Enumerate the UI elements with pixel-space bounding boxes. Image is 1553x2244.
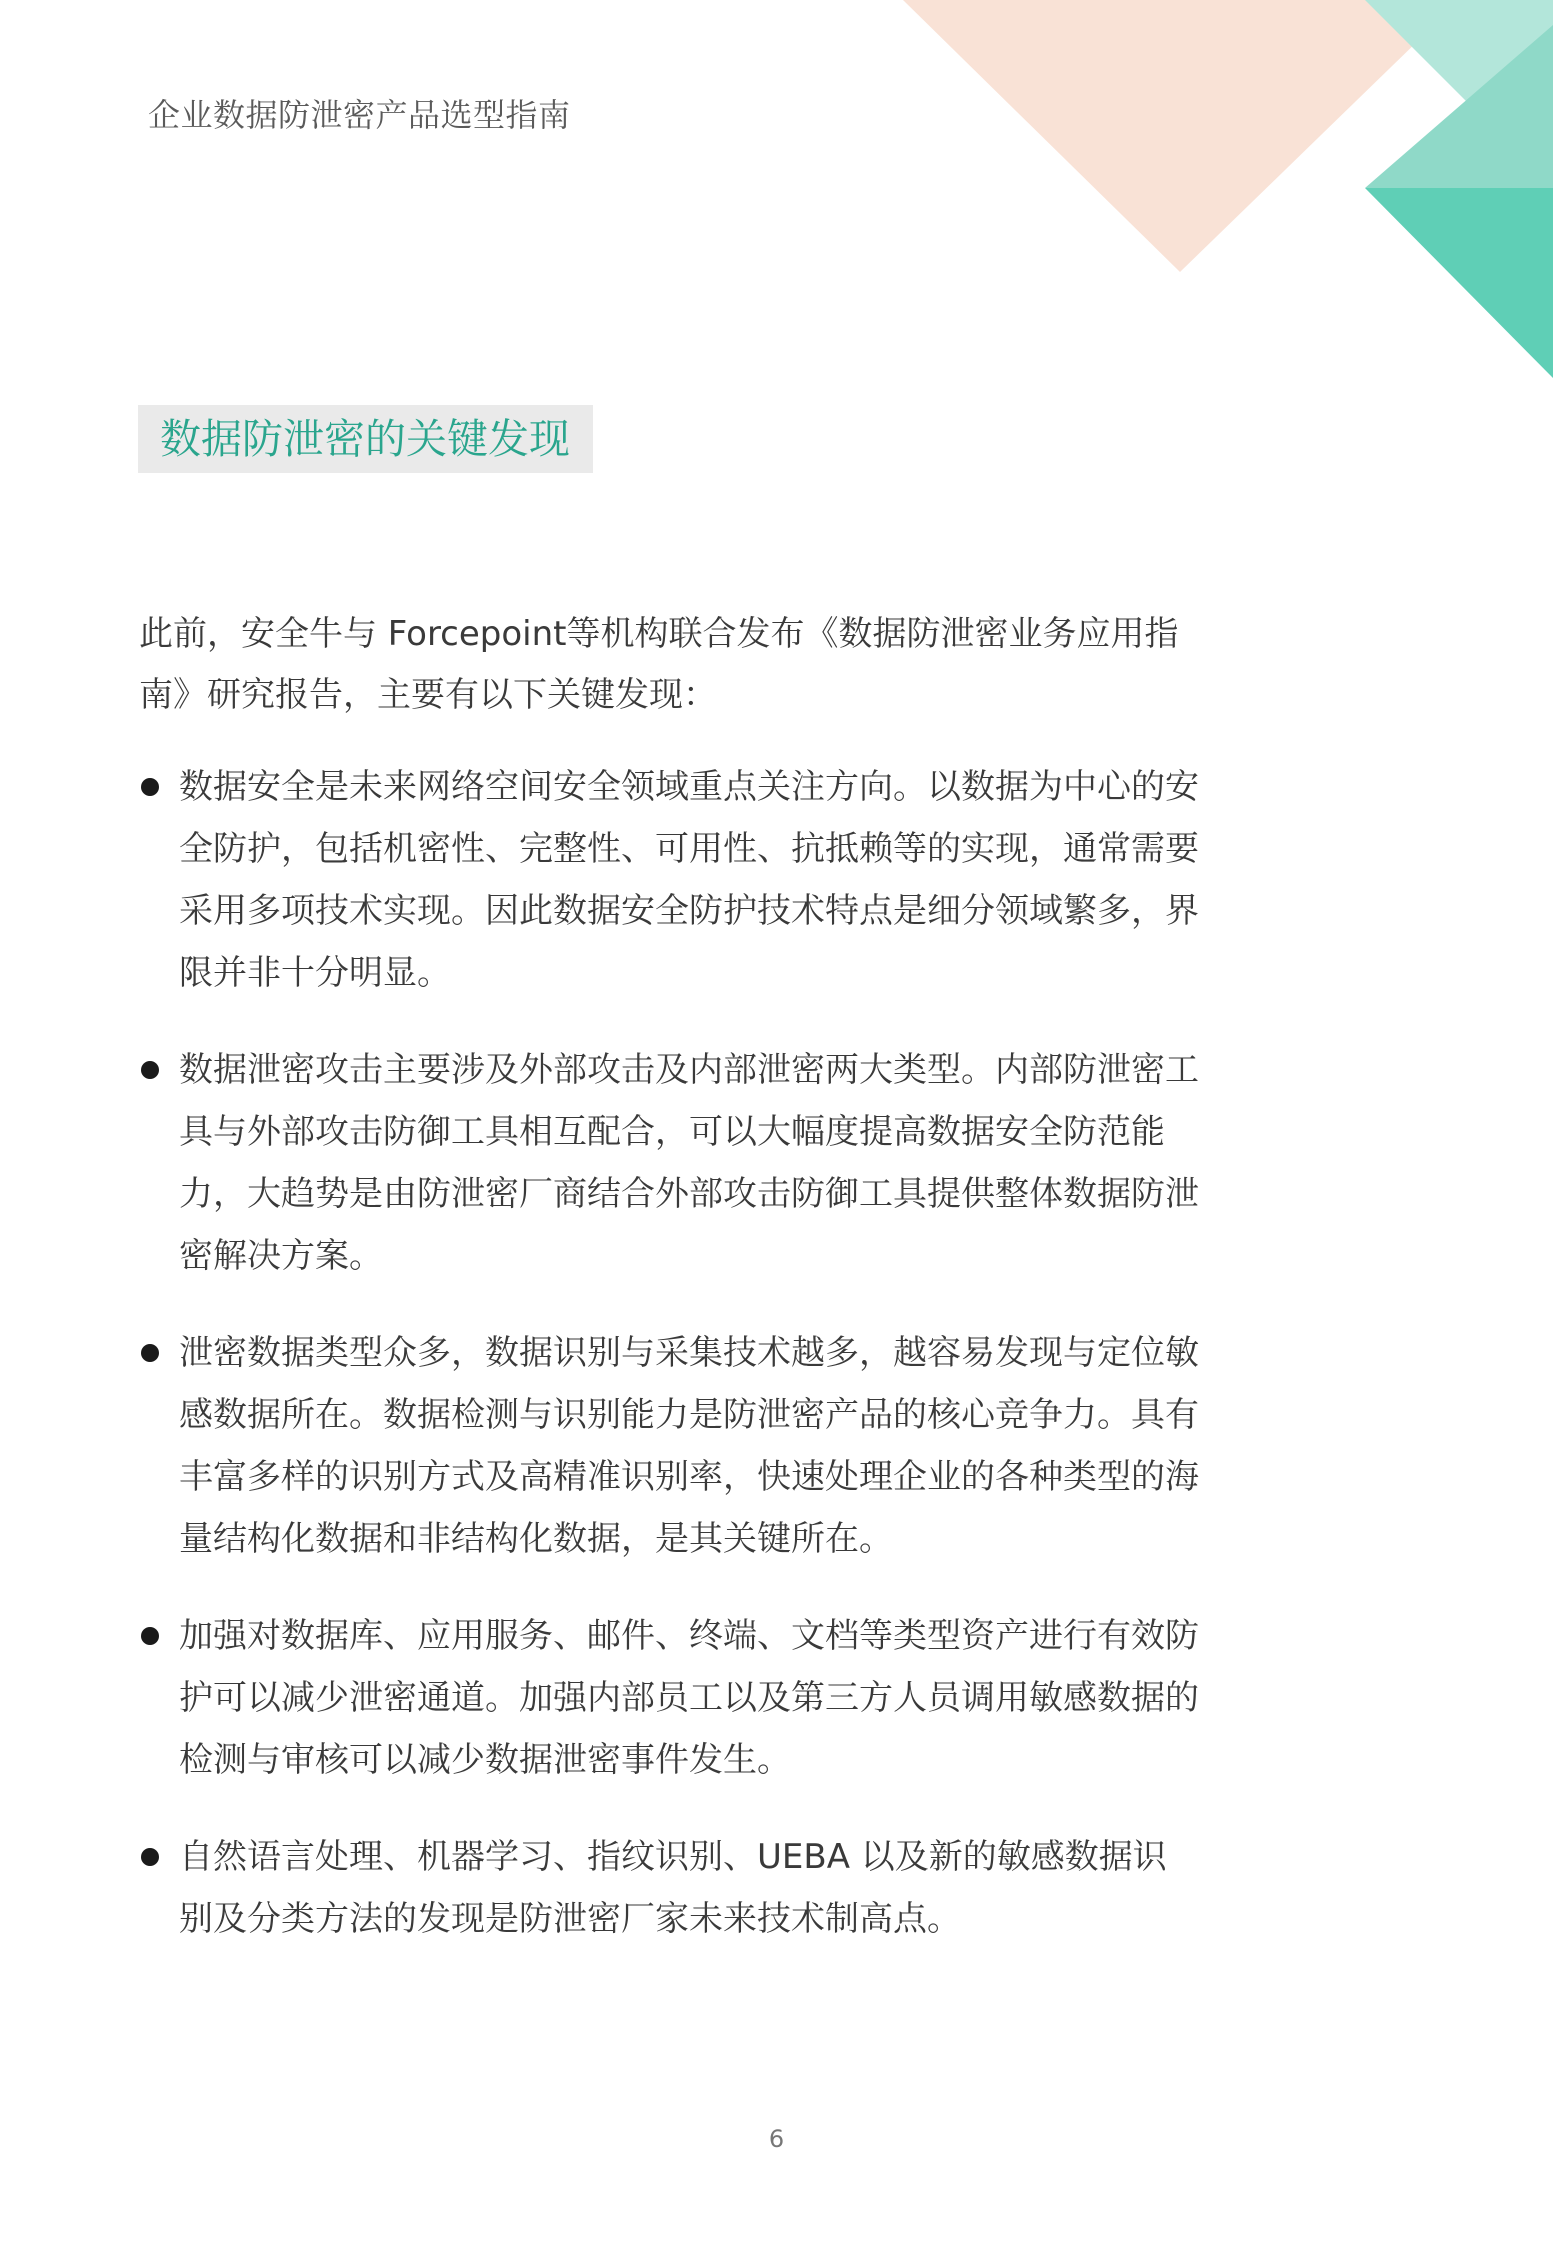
bullet-icon	[141, 1061, 159, 1079]
running-header: 企业数据防泄密产品选型指南	[148, 96, 571, 134]
section-title: 数据防泄密的关键发现	[160, 415, 570, 463]
findings-list	[139, 756, 1199, 1985]
page-number: 6	[768, 2125, 785, 2153]
finding-item	[139, 1826, 1199, 1950]
finding-item	[139, 1322, 1199, 1570]
section-title-box	[138, 405, 593, 473]
corner-decoration	[0, 0, 1553, 400]
bullet-icon	[141, 1627, 159, 1645]
teal-triangle	[1365, 188, 1553, 378]
finding-text: 数据安全是未来网络空间安全领域重点关注方向。以数据为中心的安全防护，包括机密性、完整性、可用性、抗抵赖等的实现，通常需要采用多项技术实现。因此数据安全防护技术特点是细分领域繁多，界限并非十分明显。	[179, 767, 1199, 993]
finding-text: 泄密数据类型众多，数据识别与采集技术越多，越容易发现与定位敏感数据所在。数据检测与识别能力是防泄密产品的核心竞争力。具有丰富多样的识别方式及高精准识别率，快速处理企业的各种类型的海量结构化数据和非结构化数据，是其关键所在。	[179, 1333, 1199, 1559]
bullet-icon	[141, 1848, 159, 1866]
mint-light-triangle	[1365, 0, 1553, 188]
finding-item	[139, 1039, 1199, 1287]
finding-text: 自然语言处理、机器学习、指纹识别、UEBA 以及新的敏感数据识别及分类方法的发现是防泄密厂家未来技术制高点。	[179, 1837, 1167, 1939]
intro-paragraph: 此前，安全牛与 Forcepoint等机构联合发布《数据防泄密业务应用指南》研究报告，主要有以下关键发现：	[139, 614, 1179, 715]
finding-text: 加强对数据库、应用服务、邮件、终端、文档等类型资产进行有效防护可以减少泄密通道。加强内部员工以及第三方人员调用敏感数据的检测与审核可以减少数据泄密事件发生。	[179, 1616, 1199, 1780]
peach-triangle	[903, 0, 1460, 272]
bullet-icon	[141, 1344, 159, 1362]
finding-item	[139, 1605, 1199, 1791]
finding-item	[139, 756, 1199, 1004]
mint-triangle	[1365, 25, 1553, 188]
finding-text: 数据泄密攻击主要涉及外部攻击及内部泄密两大类型。内部防泄密工具与外部攻击防御工具相互配合，可以大幅度提高数据安全防范能力，大趋势是由防泄密厂商结合外部攻击防御工具提供整体数据防泄密解决方案。	[179, 1050, 1199, 1276]
bullet-icon	[141, 778, 159, 796]
